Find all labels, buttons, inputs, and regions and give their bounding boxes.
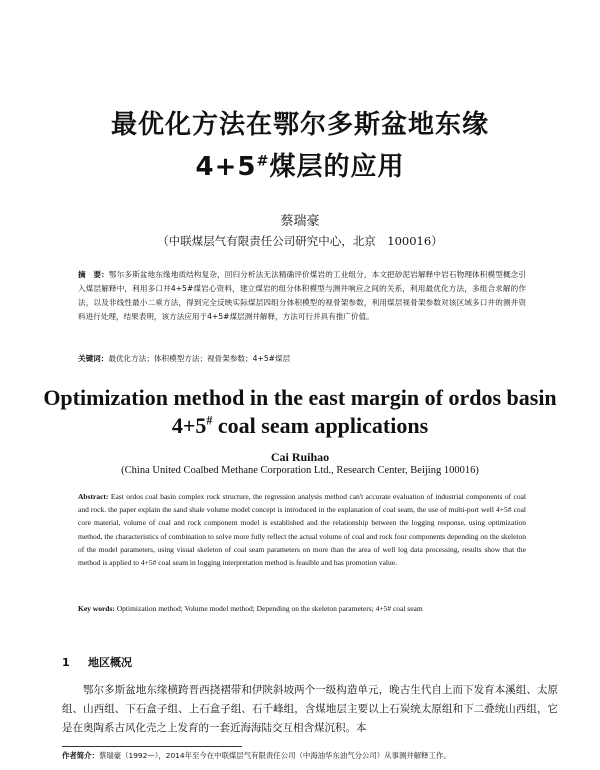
abstract-en-text: East ordos coal basin complex rock structure, the regression analysis method can't accurate evaluation of industrial components of coal and rock. the paper explain the sand shale volume model concept is introduced in the explanation of coal seam, the use of multi-port well 4+5# coal core material, volume of coal and rock component model is established and the relationship between the logging response, using optimization method, the characteristics of combination to solve more fully reflect the actual volume of coal and rock four components depending on the skeleton of the model parameters, using visual skeleton of coal seam parameters on more than the area of well log data processing, results show that the method is applied to 4+5# coal seam in logging interpretation method is feasible and has promotion value. bbox=[78, 492, 527, 568]
abstract-en-label: Abstract: bbox=[78, 492, 109, 501]
keywords-zh bbox=[78, 352, 526, 366]
title-zh-line1: 最优化方法在鄂尔多斯盆地东缘 bbox=[110, 110, 489, 140]
title-zh-seam: 4+5 bbox=[195, 152, 257, 182]
abstract-zh-text: 鄂尔多斯盆地东缘地质结构复杂，回归分析法无法精确评价煤岩的工业组分，本文把砂泥岩解释中岩石物理体积模型概念引入煤层解释中，利用多口井4+5#煤岩心资料，建立煤岩的组分体积模型与测井响应之间的关系，利用最优化方法，多组合求解的作法，以及非线性最小二乘方法，得到完全反映实际煤层四组分体积模型的视骨架参数，利用煤层视骨架参数对该区域多口井的测井资料进行处理，结果表明，该方法应用于4+5#煤层测井解释，方法可行并具有推广价值。 bbox=[78, 270, 526, 321]
title-en-rest: coal seam applications bbox=[212, 413, 429, 438]
author-zh: 蔡瑞豪 bbox=[280, 214, 320, 229]
title-en-line2 bbox=[0, 413, 600, 439]
footnote-divider bbox=[62, 746, 242, 747]
title-zh-seam-sup: # bbox=[256, 153, 270, 170]
keywords-en-text: Optimization method; Volume model method; Depending on the skeleton parameters; 4+5# coal seam bbox=[116, 604, 423, 613]
keywords-en bbox=[78, 602, 526, 615]
affiliation-en: (China United Coalbed Methane Corporation Ltd., Research Center, Beijing 100016) bbox=[121, 465, 479, 476]
keywords-en-label: Key words: bbox=[78, 604, 115, 613]
footnote-label: 作者简介： bbox=[62, 751, 99, 760]
keywords-zh-label: 关键词： bbox=[78, 354, 109, 363]
title-en-seam-sup: # bbox=[206, 413, 213, 428]
abstract-zh-label: 摘 要： bbox=[78, 270, 109, 279]
section-title: 地区概况 bbox=[88, 656, 132, 669]
author-en: Cai Ruihao bbox=[270, 450, 330, 464]
abstract-en bbox=[78, 490, 526, 569]
affiliation-zh: （中联煤层气有限责任公司研究中心，北京 100016） bbox=[157, 234, 443, 248]
footnote-text: 蔡瑞豪（1992—），2014年至今在中联煤层气有限责任公司（中海油华东油气分公司）从事测井解释工作。 bbox=[98, 751, 451, 760]
footnote bbox=[62, 750, 562, 762]
title-zh-rest: 煤层的应用 bbox=[269, 152, 405, 182]
title-zh-line2 bbox=[0, 146, 600, 183]
keywords-zh-text: 最优化方法；体积模型方法；视骨架参数；4+5#煤层 bbox=[108, 354, 291, 363]
body-paragraph: 鄂尔多斯盆地东缘横跨晋西挠褶带和伊陕斜坡两个一级构造单元，晚古生代自上而下发育本溪组、太原组、山西组、下石盒子组、上石盒子组、石千峰组，含煤地层主要以上石炭统太原组和下二叠统山西组，它是在奥陶系古风化壳之上发育的一套近海海陆交互相含煤沉积。本 bbox=[62, 684, 558, 734]
section-heading bbox=[62, 654, 132, 670]
section-number: 1 bbox=[62, 656, 70, 669]
abstract-zh bbox=[78, 268, 526, 324]
title-en-line1: Optimization method in the east margin of ordos basin bbox=[43, 385, 557, 410]
title-en-seam: 4+5 bbox=[171, 413, 207, 438]
